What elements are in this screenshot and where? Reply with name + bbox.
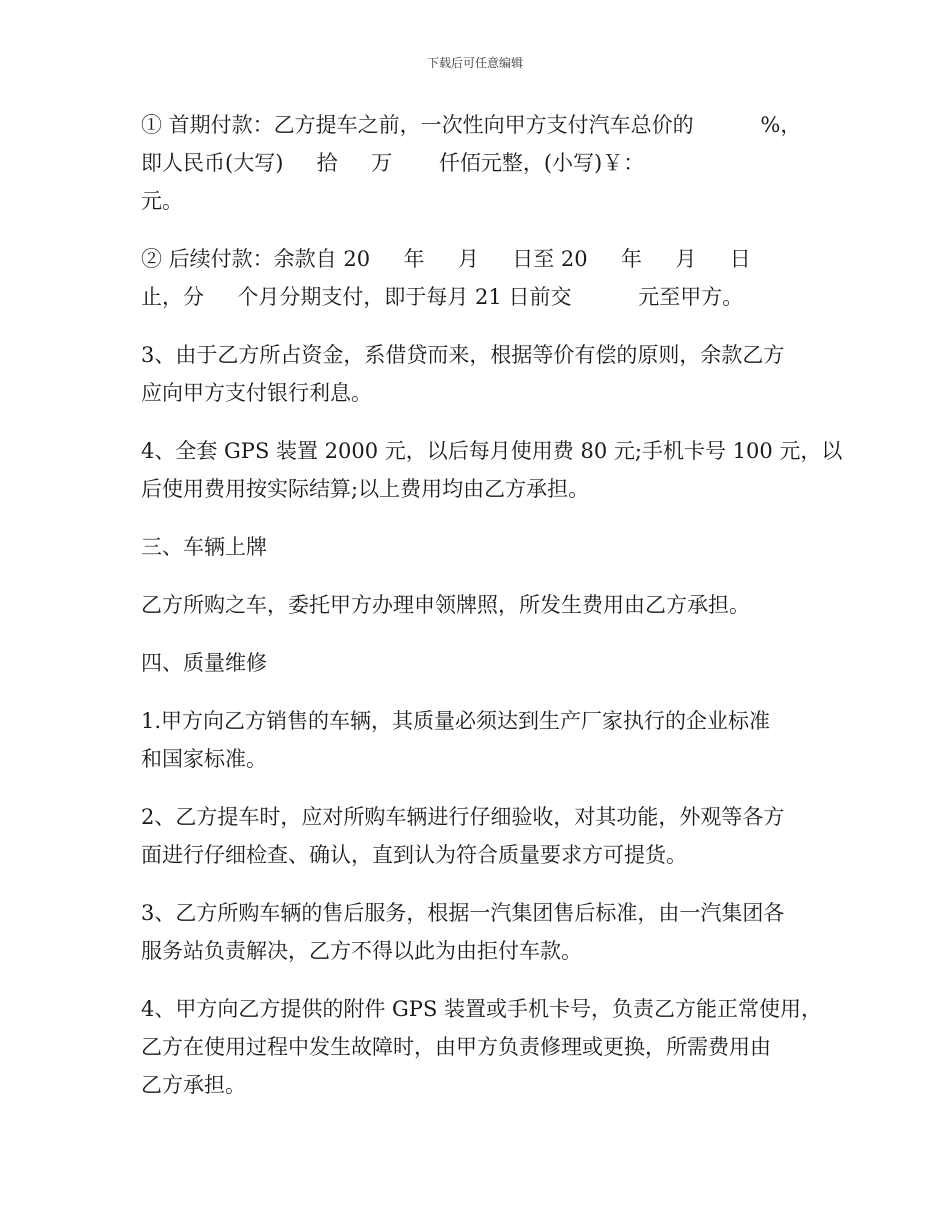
text-line: 应向甲方支付银行利息。: [141, 381, 372, 405]
text-line: 4、甲方向乙方提供的附件 GPS 装置或手机卡号，负责乙方能正常使用，: [141, 997, 823, 1021]
section-heading: 三、车辆上牌: [141, 535, 267, 559]
text-line: 即人民币(大写) 拾 万 仟佰元整，(小写)￥：: [141, 151, 645, 175]
section-heading: 四、质量维修: [141, 651, 267, 675]
text-line: 乙方所购之车，委托甲方办理申领牌照，所发生费用由乙方承担。: [141, 593, 750, 617]
text-line: 2、乙方提车时，应对所购车辆进行仔细验收，对其功能，外观等各方: [141, 805, 785, 829]
text-line: ② 后续付款：余款自 20 年 月 日至 20 年 月 日: [141, 247, 751, 271]
text-line: 1.甲方向乙方销售的车辆，其质量必须达到生产厂家执行的企业标准: [141, 709, 771, 733]
text-line: 止，分 个月分期支付，即于每月 21 日前交 元至甲方。: [141, 285, 744, 309]
text-line: 后使用费用按实际结算;以上费用均由乙方承担。: [141, 477, 590, 501]
text-line: 服务站负责解决，乙方不得以此为由拒付车款。: [141, 939, 582, 963]
text-line: 3、乙方所购车辆的售后服务，根据一汽集团售后标准，由一汽集团各: [141, 901, 785, 925]
text-line: 4、全套 GPS 装置 2000 元，以后每月使用费 80 元;手机卡号 100 元，以: [141, 439, 843, 463]
text-line: 3、由于乙方所占资金，系借贷而来，根据等价有偿的原则，余款乙方: [141, 343, 785, 367]
text-line: ① 首期付款：乙方提车之前，一次性向甲方支付汽车总价的 %，: [141, 113, 802, 137]
text-line: 乙方承担。: [141, 1073, 246, 1097]
text-line: 和国家标准。: [141, 747, 267, 771]
text-line: 元。: [141, 189, 183, 213]
page-header: 下载后可任意编辑: [426, 56, 523, 70]
text-line: 面进行仔细检查、确认，直到认为符合质量要求方可提货。: [141, 843, 687, 867]
text-line: 乙方在使用过程中发生故障时，由甲方负责修理或更换，所需费用由: [141, 1035, 771, 1059]
